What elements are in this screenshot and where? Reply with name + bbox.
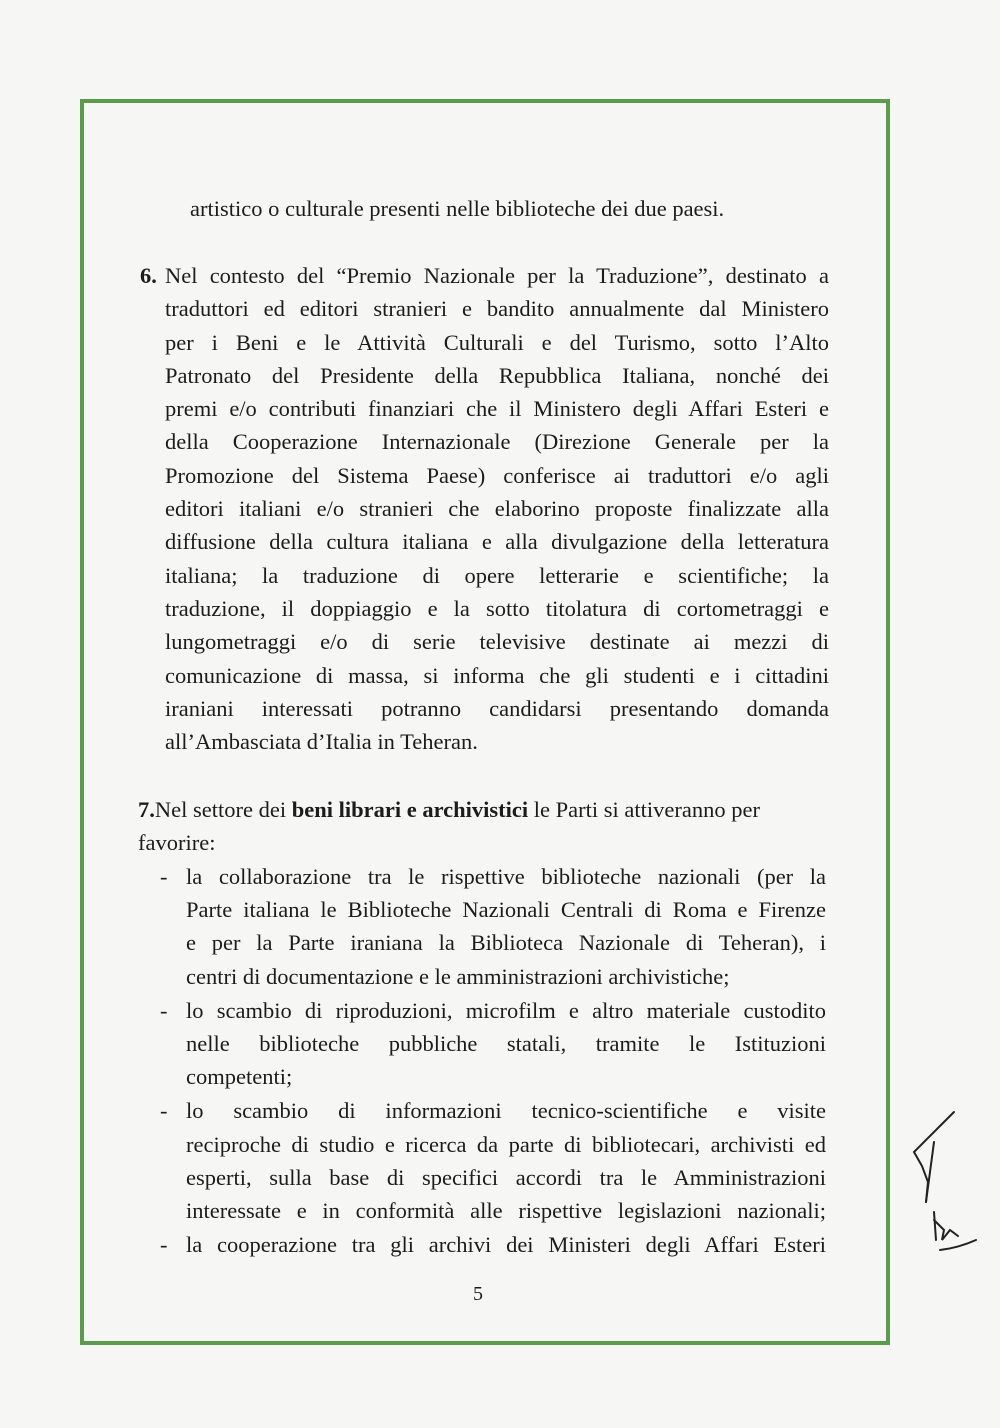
initials-stroke-1 — [914, 1112, 954, 1202]
initials-stroke-3 — [934, 1212, 958, 1240]
bullet-line: Parte italiana le Biblioteche Nazionali Centrali di Roma e Firenze — [186, 897, 826, 922]
bullet-dash: - — [160, 1098, 168, 1123]
item-7-intro-before: Nel settore dei — [154, 797, 292, 822]
item-6-line: lungometraggi e/o di serie televisive destinate ai mezzi di — [165, 629, 829, 654]
item-7-intro-bold: beni librari e archivistici — [291, 797, 529, 822]
bullet-line: la collaborazione tra le rispettive biblioteche nazionali (per la — [186, 864, 826, 889]
item-6-line: diffusione della cultura italiana e alla divulgazione della letteratura — [165, 529, 829, 554]
item-7-intro-line — [138, 793, 828, 826]
item-6-number: 6. — [140, 263, 157, 288]
item-6-line: Patronato del Presidente della Repubblica Italiana, nonché dei — [165, 363, 829, 388]
bullet-line: lo scambio di riproduzioni, microfilm e altro materiale custodito — [186, 998, 826, 1023]
bullet-line: centri di documentazione e le amministrazioni archivistiche; — [186, 964, 730, 989]
item-6-line: traduttori ed editori stranieri e bandito annualmente dal Ministero — [165, 296, 829, 321]
item-7-number: 7. — [138, 797, 155, 822]
item-6-line: italiana; la traduzione di opere letterarie e scientifiche; la — [165, 563, 829, 588]
bullet-line: e per la Parte iraniana la Biblioteca Nazionale di Teheran), i — [186, 930, 826, 955]
bullet-line: competenti; — [186, 1064, 293, 1089]
bullet-line: lo scambio di informazioni tecnico-scientifiche e visite — [186, 1098, 826, 1123]
item-6-line: Nel contesto del “Premio Nazionale per la Traduzione”, destinato a — [165, 263, 829, 288]
continuation-line: artistico o culturale presenti nelle biblioteche dei due paesi. — [190, 196, 725, 221]
bullet-dash: - — [160, 1232, 168, 1257]
page-number: 5 — [473, 1283, 483, 1305]
item-6-line: editori italiani e/o stranieri che elaborino proposte finalizzate alla — [165, 496, 829, 521]
bullet-line: la cooperazione tra gli archivi dei Ministeri degli Affari Esteri — [186, 1232, 826, 1257]
initials-stroke-4 — [940, 1240, 976, 1250]
bullet-line: reciproche di studio e ricerca da parte di bibliotecari, archivisti ed — [186, 1132, 826, 1157]
item-7-intro-text — [138, 793, 760, 826]
initials-stroke-2 — [926, 1142, 934, 1202]
item-6-line: comunicazione di massa, si informa che gli studenti e i cittadini — [165, 663, 829, 688]
item-7-intro-line2: favorire: — [138, 830, 216, 855]
bullet-dash: - — [160, 998, 168, 1023]
item-6-line: iraniani interessati potranno candidarsi presentando domanda — [165, 696, 829, 721]
item-7-intro-after: le Parti si attiveranno per — [528, 797, 760, 822]
bullet-line: nelle biblioteche pubbliche statali, tramite le Istituzioni — [186, 1031, 826, 1056]
item-6-line: per i Beni e le Attività Culturali e del Turismo, sotto l’Alto — [165, 330, 829, 355]
bullet-line: interessate e in conformità alle rispettive legislazioni nazionali; — [186, 1198, 826, 1223]
bullet-line: esperti, sulla base di specifici accordi tra le Amministrazioni — [186, 1165, 826, 1190]
item-6-line: all’Ambasciata d’Italia in Teheran. — [165, 729, 478, 754]
item-6-line: Promozione del Sistema Paese) conferisce ai traduttori e/o agli — [165, 463, 829, 488]
item-6-line: della Cooperazione Internazionale (Direzione Generale per la — [165, 429, 829, 454]
bullet-dash: - — [160, 864, 168, 889]
item-6-line: premi e/o contributi finanziari che il Ministero degli Affari Esteri e — [165, 396, 829, 421]
handwritten-initials-icon — [900, 1108, 980, 1258]
item-6-line: traduzione, il doppiaggio e la sotto titolatura di cortometraggi e — [165, 596, 829, 621]
